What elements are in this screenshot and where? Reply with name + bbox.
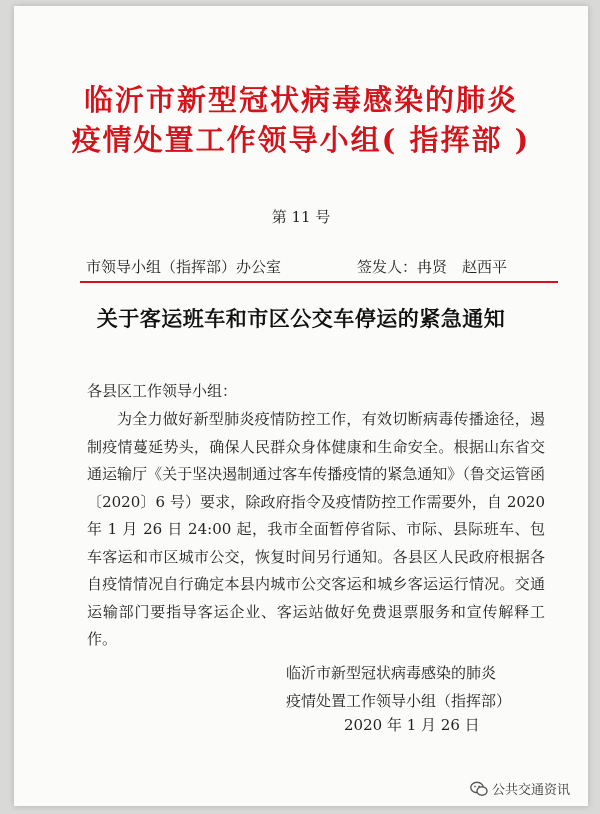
issuing-office: 市领导小组（指挥部）办公室 bbox=[86, 258, 282, 276]
notice-title: 关于客运班车和市区公交车停运的紧急通知 bbox=[96, 306, 506, 331]
notice-body: 为全力做好新型肺炎疫情防控工作，有效切断病毒传播途径，遏制疫情蔓延势头，确保人民群众身体健康和生命安全。根据山东省交通运输厅《关于坚决遏制通过客车传播疫情的紧急通知》（鲁交运管函〔2020〕6 号）要求，除政府指令及疫情防控工作需要外，自 2020 年 1 月 26 日 24:00 起，我市全面暂停省际、市际、县际班车、包车客运和市区城市公交，恢复时间另行通知。各县区人民政府根据各自疫情情况自行确定本县内城市公交客运和城乡客运运行情况。交通运输部门要指导客运企业、客运站做好免费退票服务和宣传解释工作。 bbox=[87, 410, 545, 648]
signers: 签发人：冉贤 赵西平 bbox=[357, 258, 508, 276]
salutation: 各县区工作领导小组： bbox=[87, 382, 238, 400]
signature-block bbox=[286, 659, 511, 715]
red-divider bbox=[80, 281, 558, 283]
header-title-line1: 临沂市新型冠状病毒感染的肺炎 bbox=[83, 83, 518, 117]
source-watermark bbox=[470, 779, 570, 798]
signature-org-line2: 疫情处置工作领导小组（指挥部） bbox=[286, 692, 512, 710]
header-title-line2: 疫情处置工作领导小组( 指挥部 ) bbox=[71, 123, 531, 157]
signature-org-line1: 临沂市新型冠状病毒感染的肺炎 bbox=[286, 664, 497, 682]
watermark-text: 公共交通资讯 bbox=[492, 783, 571, 798]
document-page bbox=[14, 6, 588, 806]
signature-date: 2020 年 1 月 26 日 bbox=[344, 716, 480, 734]
document-number: 第 11 号 bbox=[271, 208, 331, 226]
wechat-icon bbox=[470, 781, 488, 797]
